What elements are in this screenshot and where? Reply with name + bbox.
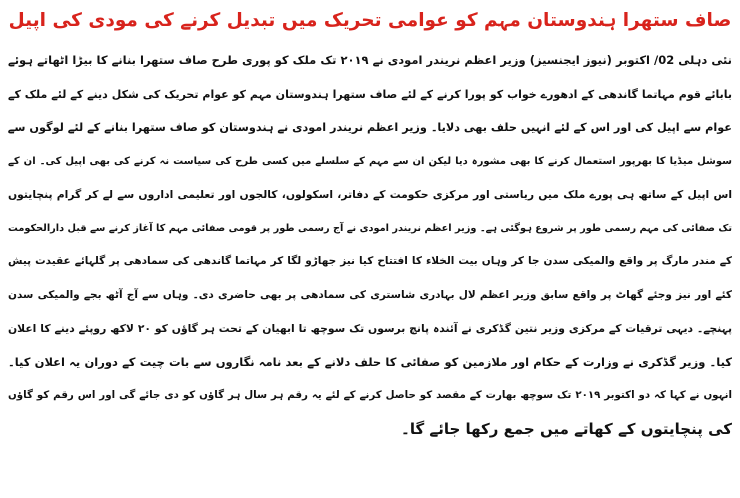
article-line: اس اپیل کے ساتھ ہی پورے ملک میں ریاستی اور مرکزی حکومت کے دفاتر، اسکولوں، کالجوں اور تعلیمی اداروں سے لے کر گرام پنچایتوں	[8, 188, 732, 201]
article-line: انہوں نے کہا کہ دو اکتوبر ۲۰۱۹ تک سوچھ بھارت کے مقصد کو حاصل کرنے کے لئے یہ رقم ہر سال ہر گاؤں کو دی جائے گی اور اس رقم کو گاؤں	[8, 389, 732, 401]
article-line: نئی دہلی 02/ اکتوبر (نیوز ایجنسیز) وزیر اعظم نریندر امودی نے ۲۰۱۹ تک ملک کو پوری طرح صاف ستھرا بنانے کا بیڑا اٹھاتے ہوئے	[8, 53, 732, 67]
article-line: پہنچے۔ دیہی ترقیات کے مرکزی وزیر نتین گڈکری نے آئندہ پانچ برسوں تک سوچھ تا ابھیان کے تحت ہر گاؤں کو ۲۰ لاکھ روپئے دینے کا اعلان	[8, 322, 732, 335]
article-line-last: کی پنچایتوں کے کھاتے میں جمع رکھا جائے گا۔	[401, 419, 732, 438]
article-line: تک صفائی کی مہم رسمی طور پر شروع ہوگئی ہے۔ وزیر اعظم نریندر امودی نے آج رسمی طور پر قومی صفائی مہم کا آغاز کرنے سے قبل دارالحکومت	[8, 222, 732, 234]
article-line: کے مندر مارگ پر واقع والمیکی سدن جا کر وہاں بیت الخلاء کا افتتاح کیا نیز جھاڑو لگا کر مہاتما گاندھی کی سمادھی پر گلہائے عقیدت پیش	[8, 255, 732, 267]
article-body	[8, 44, 732, 446]
article-line: کیا۔ وزیر گڈکری نے وزارت کے حکام اور ملازمین کو صفائی کا حلف دلانے کے بعد نامہ نگاروں سے بات چیت کے دوران یہ اعلان کیا۔	[8, 354, 732, 369]
article-headline: صاف ستھرا ہندوستان مہم کو عوامی تحریک میں تبدیل کرنے کی مودی کی اپیل	[8, 10, 732, 31]
article-line: کئے اور نیز وجئے گھاٹ پر واقع سابق وزیر اعظم لال بہادری شاستری کی سمادھی پر بھی حاضری دی۔ وہاں سے آج آٹھ بجے والمیکی سدن	[8, 288, 732, 301]
article-line: عوام سے اپیل کی اور اس کے لئے انہیں حلف بھی دلایا۔ وزیر اعظم نریندر امودی نے ہندوستان کو صاف ستھرا بنانے کے لئے لوگوں سے	[8, 121, 732, 134]
article-line: بابائے قوم مہاتما گاندھی کے ادھورے خواب کو پورا کرنے کے لئے صاف ستھرا ہندوستان مہم کو عوام تحریک کی شکل دینے کے لئے ملک کے	[8, 87, 732, 101]
article-line: سوشل میڈیا کا بھرپور استعمال کرنے کا بھی مشورہ دیا لیکن ان سے مہم کے سلسلے میں کسی طرح کی سیاست نہ کرنے کی بھی اپیل کی۔ ان کے	[8, 155, 732, 167]
